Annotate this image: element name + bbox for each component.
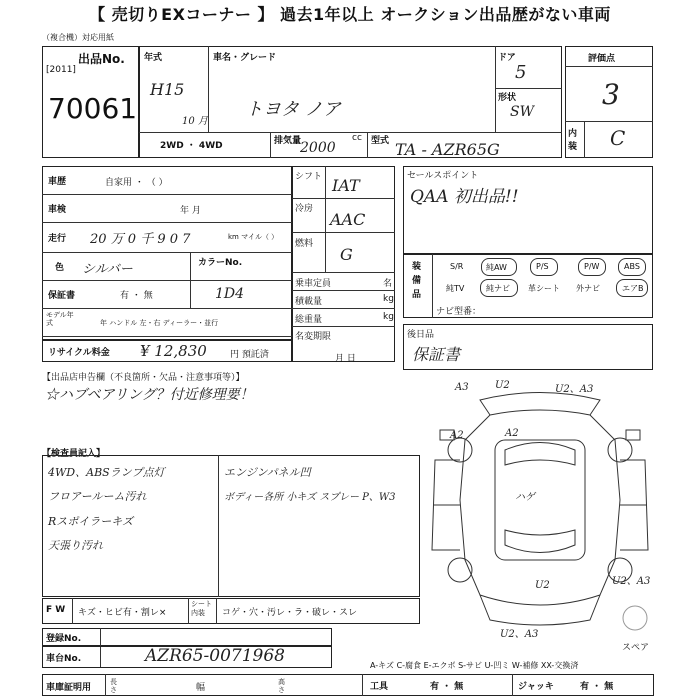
equip-tv: 純TV: [446, 284, 465, 293]
shift-value: IAT: [332, 176, 360, 195]
inspector-right-2: ボディー各所 小キズ スプレー P、W3: [224, 492, 396, 503]
usage-length: 長さ: [110, 678, 117, 694]
warranty-label: 保証書: [48, 291, 76, 301]
mark-7: U2: [535, 580, 550, 591]
car-name-value: トヨタ ノア: [245, 99, 341, 120]
mileage-unit: km マイル（ ）: [228, 233, 279, 241]
page-banner: 【 売切りEXコーナー 】 過去1年以上 オークション出品歴がない車両: [89, 5, 611, 24]
mark-9: U2、A3: [500, 629, 539, 640]
equip-abs: ABS: [624, 262, 640, 271]
dereg-value: 月 日: [335, 354, 356, 364]
history-label: 車歴: [48, 177, 67, 187]
tools-value: 有 ・ 無: [430, 682, 464, 692]
score-label: 評価点: [588, 54, 616, 64]
doors-label: ドア: [498, 53, 516, 63]
chassis-label: 車台No.: [46, 654, 82, 664]
drive-text: 2WD ・ 4WD: [160, 141, 223, 151]
history-value: 自家用 ・ （ ）: [105, 178, 168, 188]
details-grid: [42, 166, 292, 340]
usage-height: 高さ: [278, 678, 285, 694]
model-year-label: モデル年式: [46, 311, 74, 327]
model-year-text: 年 ハンドル 左・右 ディーラー・並行: [100, 319, 219, 327]
marks-sheet-items: コゲ・穴・汚レ・ラ・破レ・スレ: [222, 608, 358, 618]
fuel-label: 燃料: [295, 239, 314, 249]
lot-number: 70061: [48, 92, 138, 125]
mark-3: U2、A3: [555, 384, 594, 395]
model-type-label: 型式: [371, 136, 390, 146]
equip-pw: P/W: [584, 262, 600, 271]
equipment-label: 装備品: [412, 262, 422, 300]
shaken-label: 車検: [48, 205, 67, 215]
dereg-label: 名変期限: [295, 332, 332, 342]
fuel-value: G: [340, 245, 353, 264]
equip-aw: 純AW: [486, 263, 507, 272]
inspector-label: 【検査員記入】: [42, 449, 106, 459]
equip-leather: 革シート: [528, 284, 560, 293]
marks-items: キズ・ヒビ有・割レ×: [78, 608, 167, 618]
spare-label: スペア: [622, 643, 650, 653]
car-diagram: [420, 380, 660, 650]
seller-notes-label: 【出品店申告欄（不良箇所・欠品・注意事項等）】: [42, 373, 245, 383]
sales-point-label: セールスポイント: [407, 171, 479, 181]
displacement-label: 排気量: [274, 136, 302, 146]
equip-sr: S/R: [450, 262, 464, 271]
marks-fw: F W: [46, 605, 66, 615]
displacement-value: 2000: [300, 140, 336, 156]
chassis-value: AZR65-0071968: [145, 646, 285, 666]
equip-ext-navi: 外ナビ: [576, 284, 600, 293]
displacement-unit: cc: [352, 133, 362, 143]
registration-label: 登録No.: [46, 634, 82, 644]
equip-ps: P/S: [536, 262, 549, 271]
after-items-label: 後日品: [407, 330, 435, 340]
year-month: 10 月: [182, 116, 208, 127]
shift-label: シフト: [295, 172, 323, 182]
weight-unit: kg: [383, 312, 394, 322]
recycle-value: ¥ 12,830: [140, 342, 207, 360]
inspector-left-2: フロアールーム汚れ: [48, 490, 147, 503]
color-no-label: カラーNo.: [198, 258, 243, 268]
mark-6: ハゲ: [515, 492, 535, 503]
shape-value: SW: [510, 104, 534, 120]
mark-8: U2、A3: [612, 576, 651, 587]
recycle-label: リサイクル料金: [48, 348, 110, 358]
sales-point-value: QAA 初出品!!: [410, 187, 519, 207]
shaken-value: 年 月: [180, 206, 201, 216]
car-name-label: 車名・グレード: [213, 53, 277, 63]
interior-value: C: [610, 126, 626, 150]
model-type-value: TA - AZR65G: [395, 140, 500, 159]
mark-1: A3: [455, 382, 469, 393]
mileage-value: 20 万 0 千 9 0 7: [90, 232, 191, 247]
after-items-value: 保証書: [412, 345, 461, 364]
warranty-value: 有 ・ 無: [120, 291, 153, 301]
load-label: 積載量: [295, 297, 323, 307]
form-note: （複合機）対応用紙: [42, 33, 114, 42]
mark-5: A2: [505, 428, 519, 439]
navi-model-label: ナビ型番：: [436, 307, 482, 317]
usage-width: 幅: [196, 683, 206, 693]
marks-sheet-label: シート内装: [191, 600, 212, 617]
weight-label: 総重量: [295, 315, 323, 325]
load-unit: kg: [383, 294, 394, 304]
mark-2: U2: [495, 380, 510, 391]
color-value: シルバー: [82, 262, 133, 277]
seller-notes-value: ☆ハブベアリング？付近修理要！: [45, 387, 254, 403]
ac-label: 冷房: [295, 204, 314, 214]
year-label: 年式: [144, 53, 163, 63]
color-no-value: 1D4: [215, 286, 245, 302]
inspector-right-1: エンジンパネル凹: [224, 466, 311, 479]
tools-label: 工具: [370, 682, 389, 692]
capacity-unit: 名: [383, 279, 393, 289]
shape-label: 形状: [498, 93, 517, 103]
color-label: 色: [55, 263, 65, 273]
lot-year-tag: [2011]: [46, 65, 76, 75]
score-value: 3: [602, 78, 620, 111]
year-value: H15: [150, 80, 185, 99]
lot-label: 出品No.: [78, 52, 125, 66]
inspector-left-4: 天張り汚れ: [48, 539, 103, 552]
equip-airbag: エアB: [622, 284, 644, 293]
usage-label: 車庫証明用: [46, 683, 92, 693]
bottom-row: [42, 674, 654, 696]
mileage-label: 走行: [48, 234, 67, 244]
capacity-label: 乗車定員: [295, 279, 332, 289]
jack-label: ジャッキ: [518, 682, 554, 692]
jack-value: 有 ・ 無: [580, 682, 614, 692]
ac-value: AAC: [330, 210, 366, 229]
doors-value: 5: [515, 62, 527, 83]
inspector-left-3: Rスポイラーキズ: [48, 515, 134, 528]
recycle-suffix: 円 預託済: [230, 350, 269, 360]
legend: A-キズ C-腐食 E-エクボ S-サビ U-凹ミ W-補修 XX-交換済: [370, 661, 579, 670]
registration-box: [42, 628, 332, 646]
interior-label: 内装: [568, 129, 578, 152]
equip-navi: 純ナビ: [486, 284, 510, 293]
inspector-left-1: 4WD、ABSランプ点灯: [48, 466, 165, 479]
mark-4: A2: [450, 430, 464, 441]
